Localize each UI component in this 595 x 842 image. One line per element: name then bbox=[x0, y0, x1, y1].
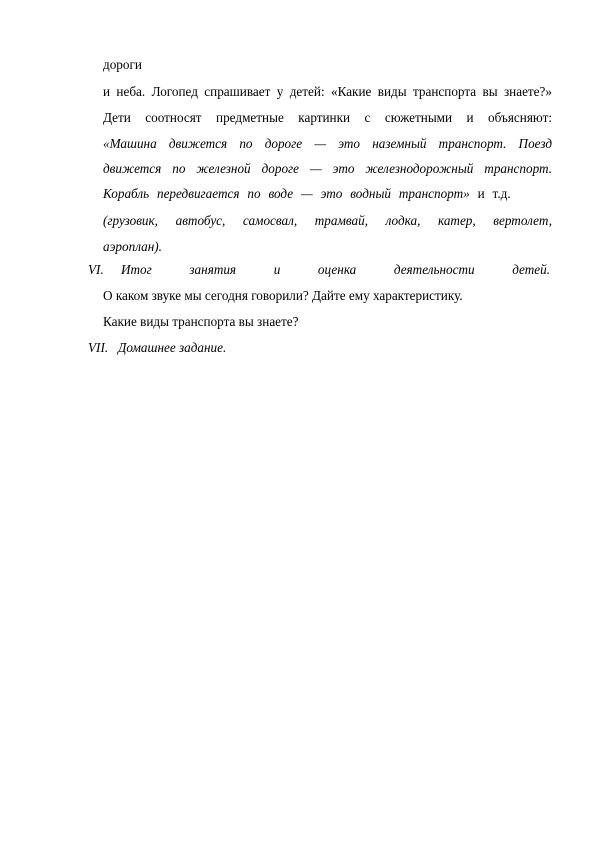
section-number: VII. bbox=[88, 340, 109, 355]
section-title bbox=[121, 262, 550, 278]
paragraph-line: дороги bbox=[103, 57, 142, 72]
etc-text: и т.д. bbox=[477, 186, 511, 201]
section-title-text: Домашнее задание. bbox=[118, 340, 227, 355]
quote-end: Корабль передвигается по воде — это водный транспорт» bbox=[103, 186, 470, 201]
question-line: О каком звуке мы сегодня говорили? Дайте ему характеристику. bbox=[103, 288, 463, 303]
quote-line: «Машина движется по дороге — это наземный транспорт. Поезд bbox=[103, 136, 552, 151]
section-number: VI. bbox=[88, 262, 104, 277]
quote-line: движется по железной дороге — это железнодорожный транспорт. bbox=[103, 161, 552, 176]
section-title-text: Итог занятия и оценка деятельности детей. bbox=[121, 262, 550, 277]
examples-line: (грузовик, автобус, самосвал, трамвай, лодка, катер, вертолет, bbox=[103, 213, 552, 228]
paragraph-line: и неба. Логопед спрашивает у детей: «Какие виды транспорта вы знаете?» bbox=[103, 84, 552, 99]
question-line: Какие виды транспорта вы знаете? bbox=[103, 314, 299, 329]
paragraph-line: Дети соотносят предметные картинки с сюжетными и объясняют: bbox=[103, 110, 552, 125]
quote-line-mixed bbox=[103, 186, 511, 202]
examples-line: аэроплан). bbox=[103, 239, 162, 254]
